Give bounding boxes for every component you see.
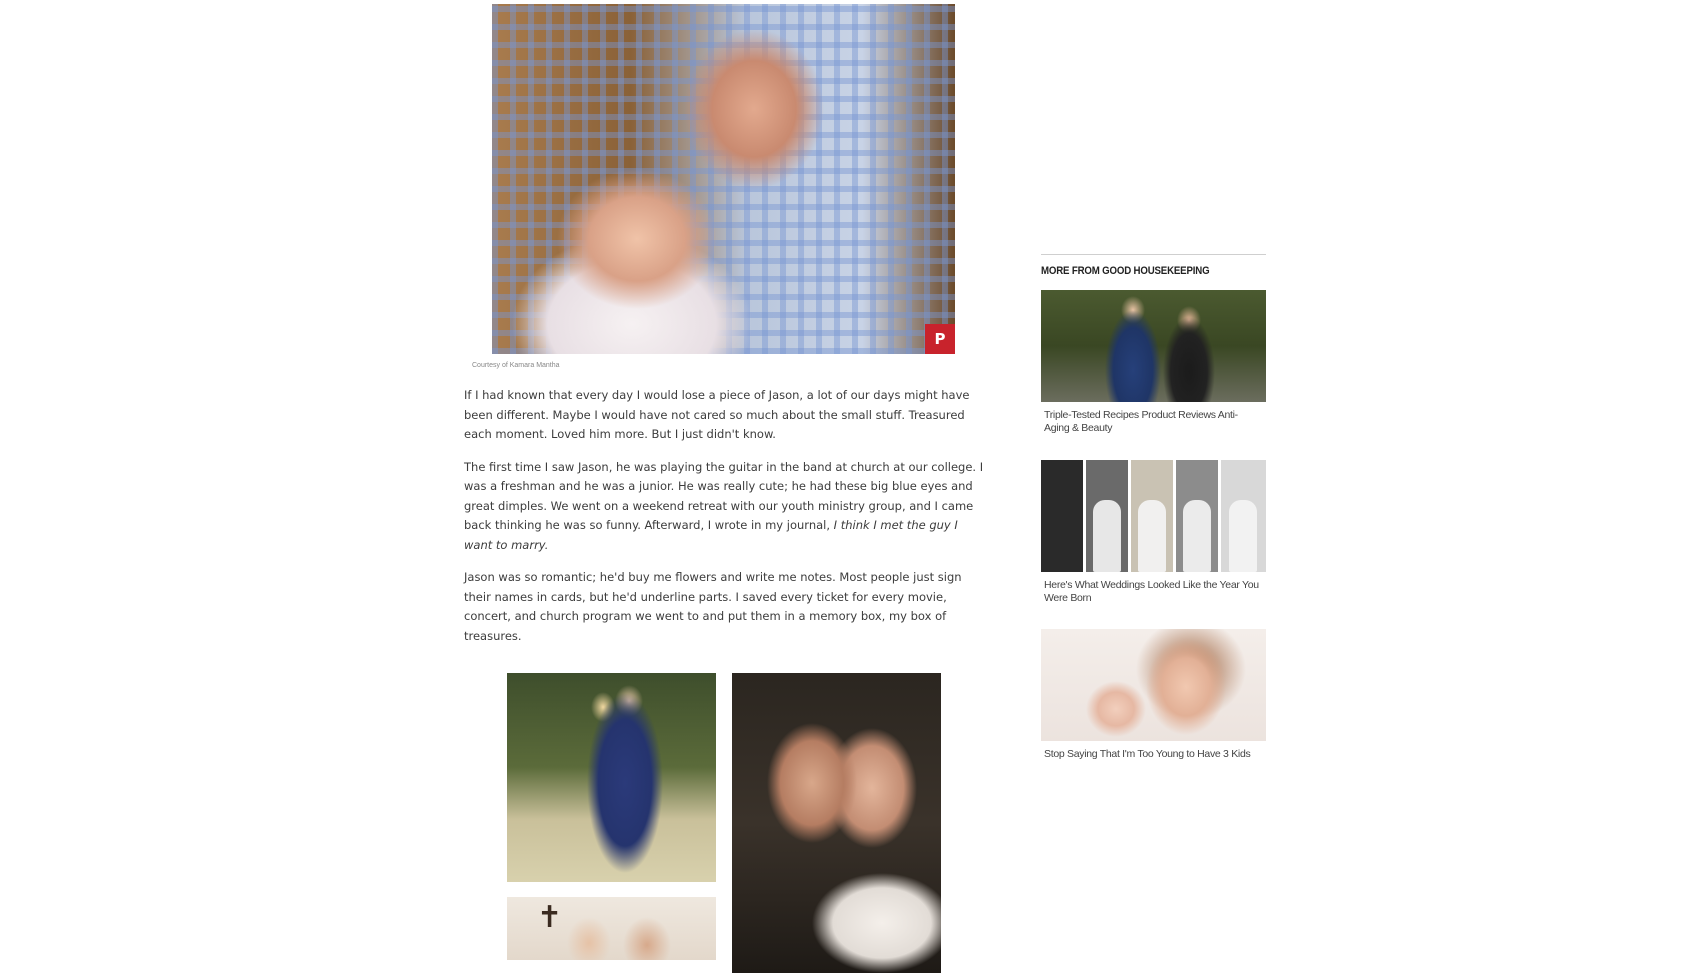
pinterest-icon: P: [934, 330, 946, 348]
paragraph-2-italic: I think I met the guy I want to marry.: [464, 518, 958, 552]
wedding-gown-shape: [1183, 500, 1211, 572]
photo-wedding-couple: [732, 673, 941, 973]
photo-couple-with-cross: [507, 897, 716, 960]
wedding-gown-shape: [1138, 500, 1166, 572]
wedding-gown-shape: [1093, 500, 1121, 572]
pinterest-save-button[interactable]: [925, 324, 955, 354]
card-title[interactable]: Stop Saying That I'm Too Young to Have 3 Kids: [1044, 748, 1251, 760]
sidebar-card-recipes[interactable]: [1041, 290, 1266, 435]
card-thumbnail[interactable]: [1041, 460, 1266, 572]
sidebar-card-weddings[interactable]: [1041, 460, 1266, 605]
photo-caption: Courtesy of Kamara Mantha: [472, 362, 560, 369]
article-paragraph-2: [464, 458, 984, 556]
sidebar-more-from: [1041, 254, 1266, 760]
paragraph-2-text: The first time I saw Jason, he was playing the guitar in the band at church at our college. I was a freshman and he was a junior. He was really cute; he had these big blue eyes and great dimples. We went on a weekend retreat with our youth ministry group, and I came back thinking he was so funny. Afterward, I wrote in my journal,: [464, 459, 984, 532]
article-paragraph-1: If I had known that every day I would lose a piece of Jason, a lot of our days might have been different. Maybe I would have not cared so much about the small stuff. Treasured each moment. Loved him more. But I just didn't know.: [464, 388, 970, 441]
sidebar-heading: MORE FROM GOOD HOUSEKEEPING: [1041, 265, 1210, 277]
cross-icon: ✝: [537, 900, 563, 935]
card-title[interactable]: Triple-Tested Recipes Product Reviews Anti-Aging & Beauty: [1044, 409, 1238, 434]
card-thumbnail[interactable]: [1041, 629, 1266, 741]
photo-couple-embracing: [507, 673, 716, 882]
article-paragraph-3: Jason was so romantic; he'd buy me flowers and write me notes. Most people just sign their names in cards, but he'd underline parts. I saved every ticket for every movie, concert, and church program we went to and put them in a memory box, my box of treasures.: [464, 570, 962, 643]
article-body: [464, 386, 984, 659]
card-title[interactable]: Here's What Weddings Looked Like the Year You Were Born: [1044, 579, 1259, 604]
card-thumbnail[interactable]: [1041, 290, 1266, 402]
sidebar-divider: [1041, 254, 1266, 255]
wedding-gown-shape: [1229, 500, 1257, 572]
sidebar-card-three-kids[interactable]: [1041, 629, 1266, 761]
hero-photo-father-and-newborn: [492, 4, 955, 354]
